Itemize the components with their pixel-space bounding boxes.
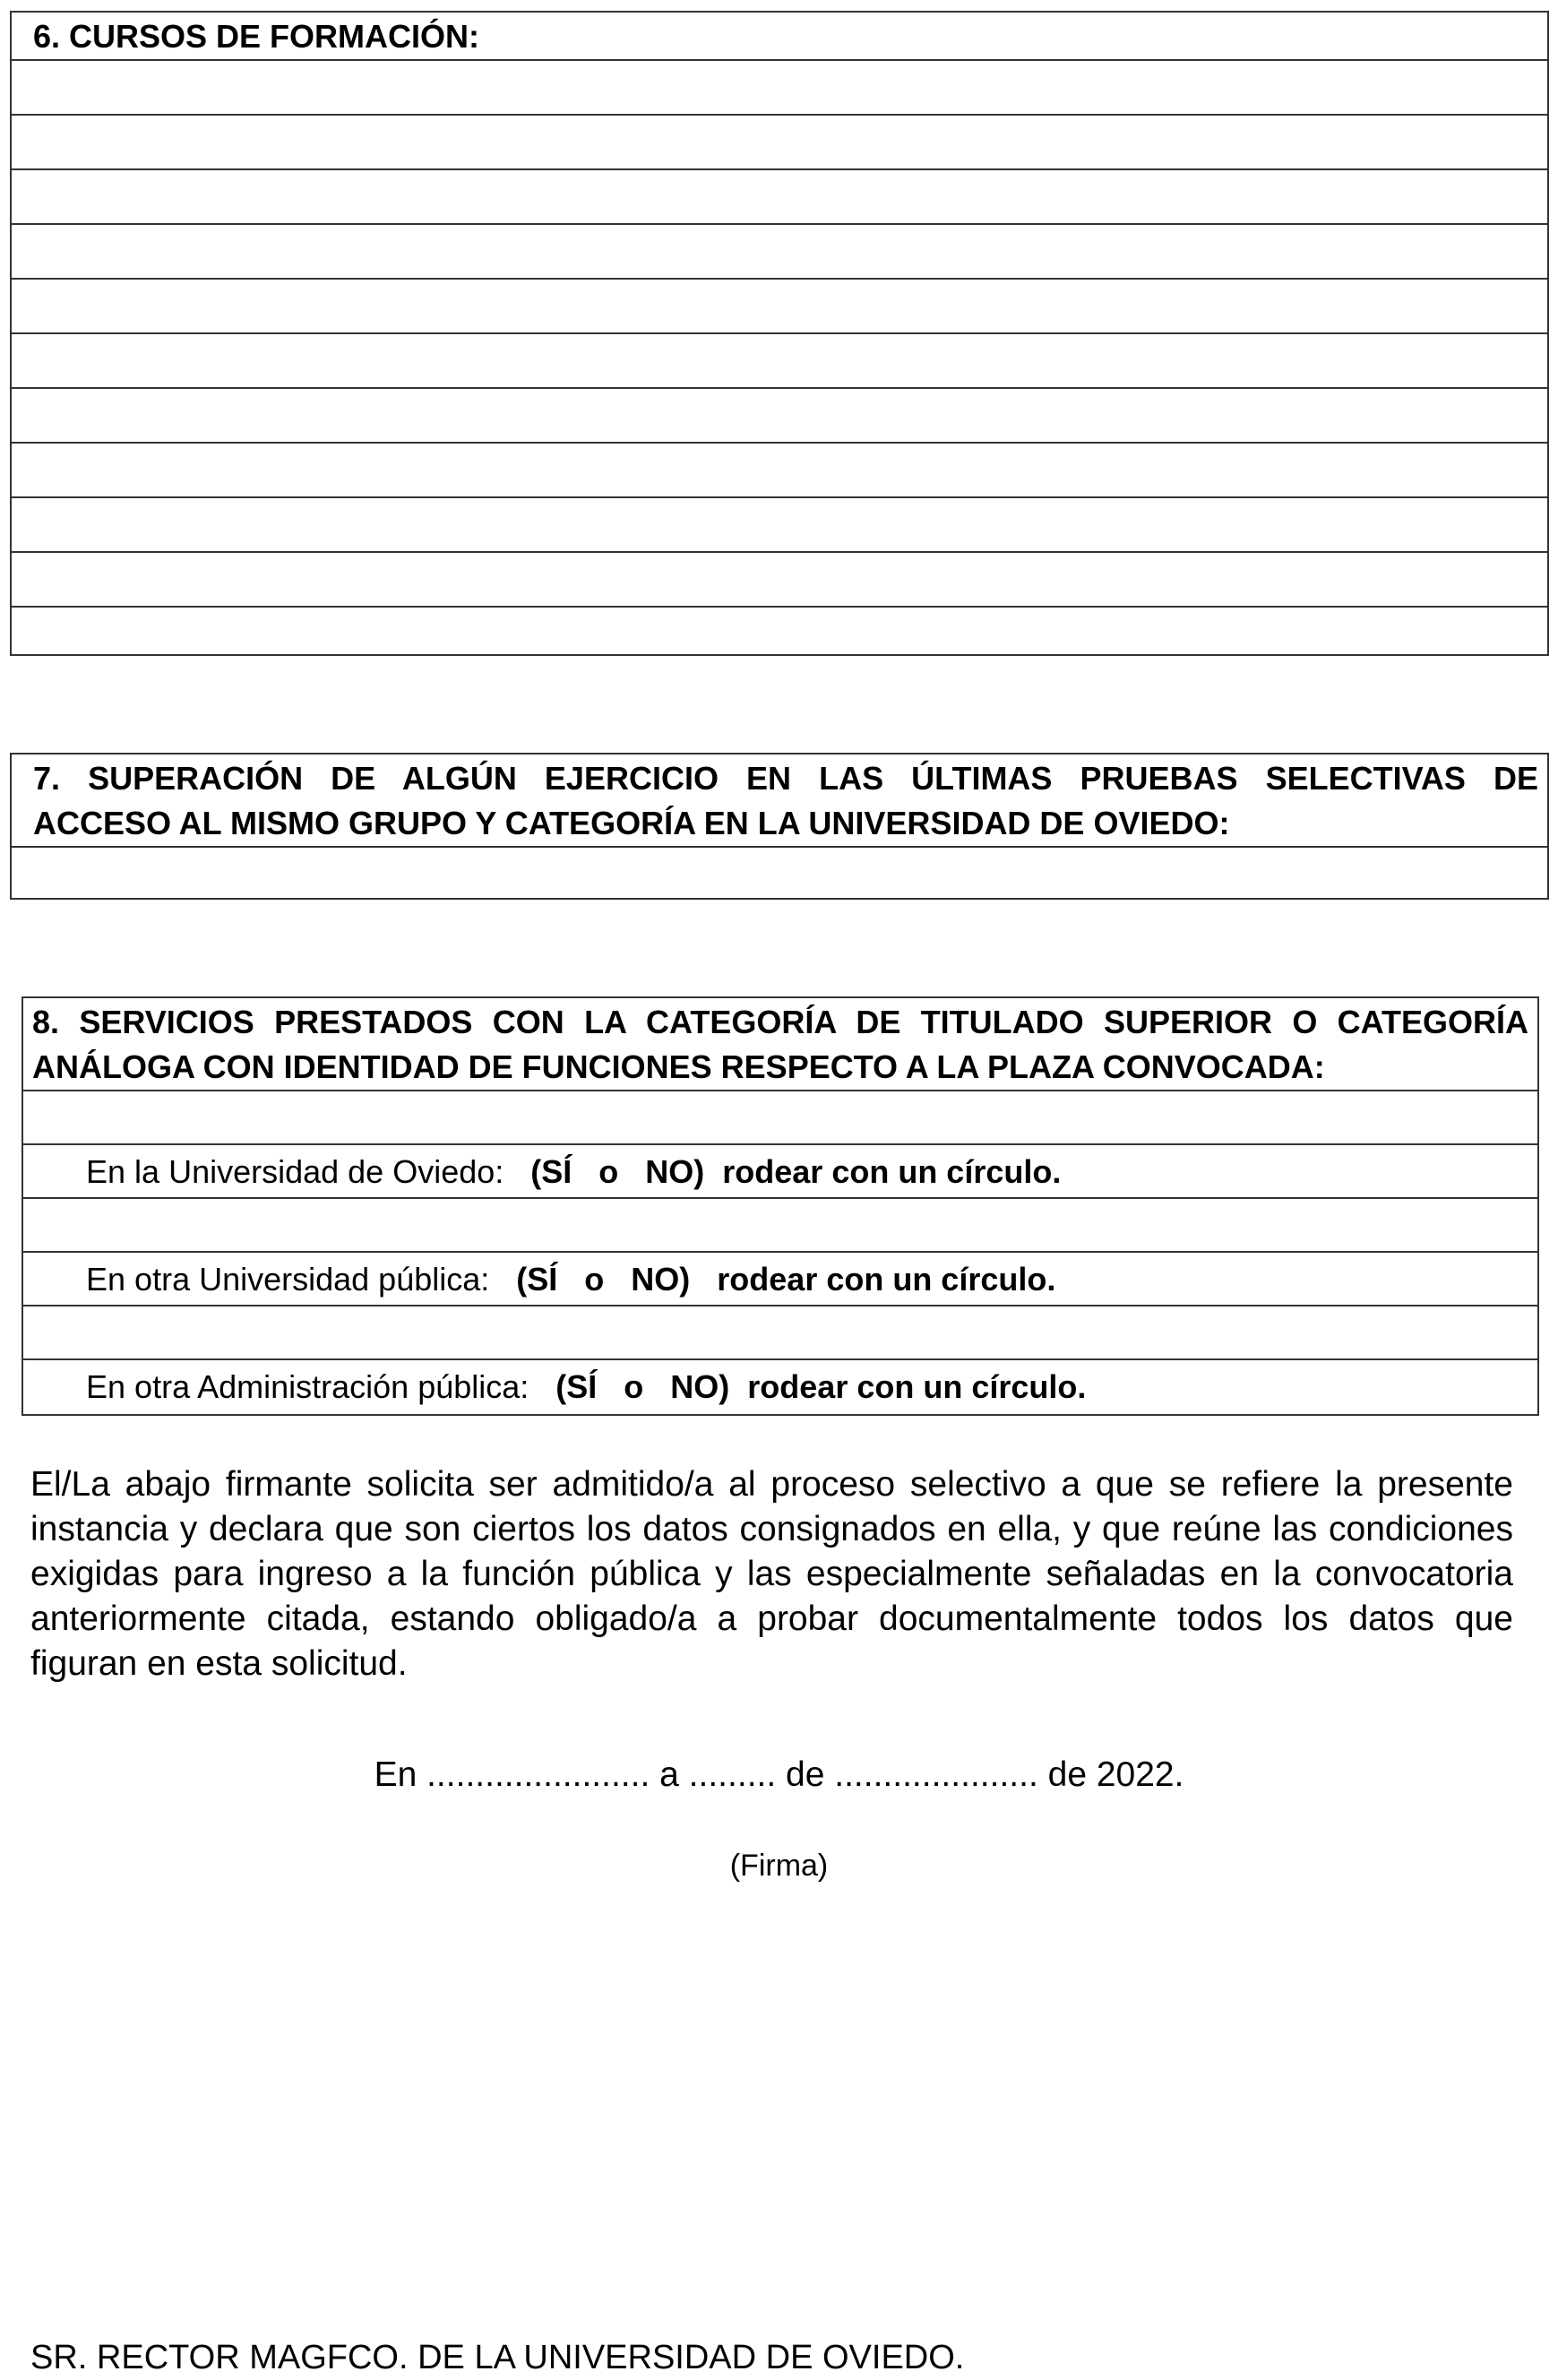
section-8-question-row bbox=[23, 1090, 1537, 1190]
section-8-question-row bbox=[23, 1305, 1537, 1405]
date-line: En ....................... a ......... de ..................... de 2022. bbox=[374, 1755, 1184, 1794]
section-7-table bbox=[10, 753, 1549, 900]
section-7-title-line1: 7. SUPERACIÓN DE ALGÚN EJERCICIO EN LAS ÚLTIMAS PRUEBAS SELECTIVAS DE bbox=[33, 760, 1538, 797]
section-8-answer-row[interactable] bbox=[23, 1143, 1537, 1197]
section-6-row[interactable] bbox=[12, 114, 1547, 168]
question-label: En otra Universidad pública: bbox=[86, 1261, 517, 1298]
question-label: En la Universidad de Oviedo: bbox=[86, 1153, 531, 1190]
question-label: En otra Administración pública: bbox=[86, 1368, 556, 1405]
section-6-row[interactable] bbox=[12, 551, 1547, 606]
yes-no-choice[interactable]: (SÍ o NO) rodear con un círculo. bbox=[555, 1368, 1087, 1405]
section-7-answer-row[interactable] bbox=[12, 846, 1547, 900]
signature-label: (Firma) bbox=[729, 1849, 829, 1883]
section-6-row[interactable] bbox=[12, 496, 1547, 551]
section-6-row[interactable] bbox=[12, 606, 1547, 656]
section-6-row[interactable] bbox=[12, 332, 1547, 387]
section-6-table bbox=[10, 11, 1549, 656]
section-8-answer-row[interactable] bbox=[23, 1251, 1537, 1305]
yes-no-choice[interactable]: (SÍ o NO) rodear con un círculo. bbox=[516, 1261, 1056, 1298]
addressee: SR. RECTOR MAGFCO. DE LA UNIVERSIDAD DE OVIEDO. bbox=[30, 2339, 965, 2376]
section-8-answer-row[interactable] bbox=[23, 1358, 1537, 1416]
section-6-row[interactable] bbox=[12, 387, 1547, 442]
section-6-title: 6. CURSOS DE FORMACIÓN: bbox=[33, 18, 480, 55]
section-7-title-line2: ACCESO AL MISMO GRUPO Y CATEGORÍA EN LA UNIVERSIDAD DE OVIEDO: bbox=[33, 805, 1230, 841]
declaration-paragraph: El/La abajo firmante solicita ser admitido/a al proceso selectivo a que se refiere la presente instancia y declara que son ciertos los datos consignados en ella, y que reúne las condiciones exigidas para ingreso a la función pública y las especialmente señaladas en la convocatoria anteriormente citada, estando obligado/a a probar documentalmente todos los datos que figuran en esta solicitud. bbox=[30, 1465, 1513, 1683]
section-8-title-line2: ANÁLOGA CON IDENTIDAD DE FUNCIONES RESPECTO A LA PLAZA CONVOCADA: bbox=[32, 1048, 1325, 1085]
section-6-row[interactable] bbox=[12, 442, 1547, 496]
section-6-row[interactable] bbox=[12, 223, 1547, 278]
yes-no-choice[interactable]: (SÍ o NO) rodear con un círculo. bbox=[530, 1153, 1062, 1190]
section-8-table bbox=[22, 996, 1539, 1416]
section-8-question-row bbox=[23, 1197, 1537, 1298]
section-6-row[interactable] bbox=[12, 168, 1547, 223]
section-6-row[interactable] bbox=[12, 59, 1547, 114]
section-8-title-line1: 8. SERVICIOS PRESTADOS CON LA CATEGORÍA DE TITULADO SUPERIOR O CATEGORÍA bbox=[32, 1004, 1528, 1040]
section-6-row[interactable] bbox=[12, 278, 1547, 332]
